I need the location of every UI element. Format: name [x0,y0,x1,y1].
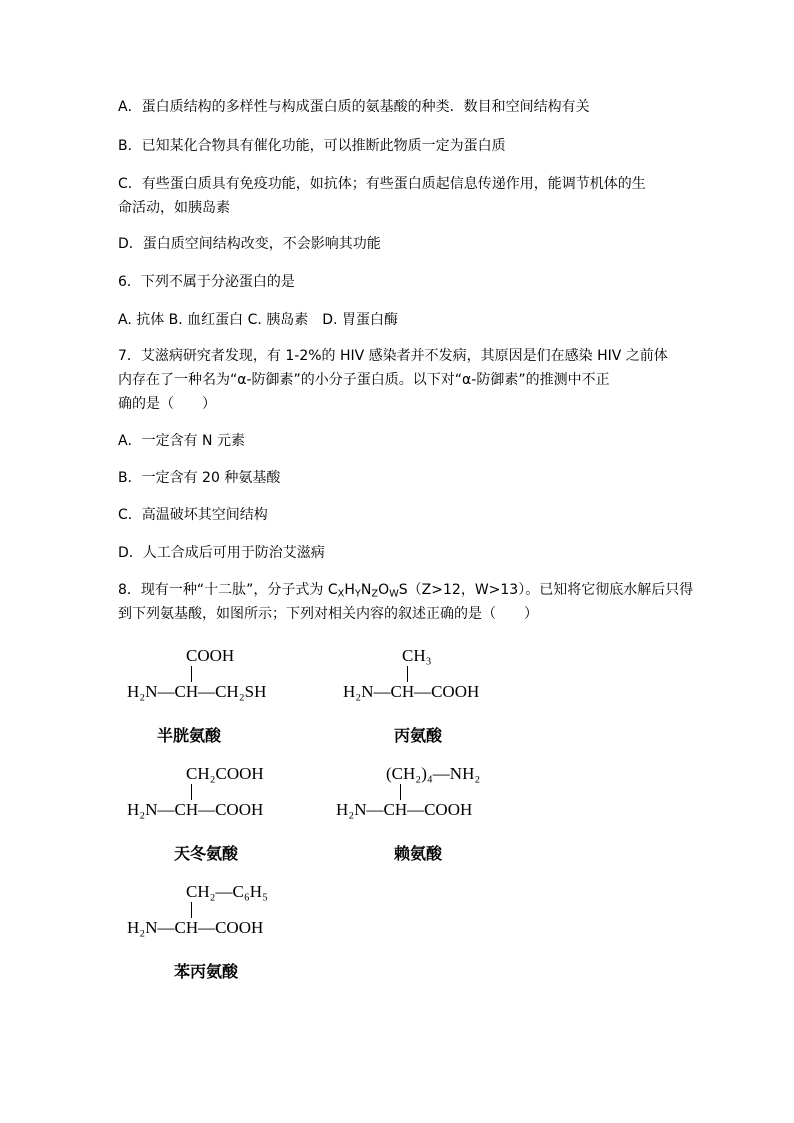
q8-o: O [378,582,390,598]
q5-option-a: A．蛋白质结构的多样性与构成蛋白质的氨基酸的种类．数目和空间结构有关 [118,99,590,115]
cysteine-name: 半胱氨酸 [157,726,222,745]
aspartic-acid-bond [191,784,192,800]
alanine-bond [407,666,408,682]
phenylalanine-backbone: H₂N—CH—COOH [127,918,264,937]
aspartic-acid-name: 天冬氨酸 [174,844,239,863]
alanine-name: 丙氨酸 [394,726,443,745]
q8-sub-z: Z [371,588,379,600]
q5-option-d: D．蛋白质空间结构改变，不会影响其功能 [118,236,381,252]
q7-stem-line3: 确的是（ ） [118,396,216,412]
q7-option-c: C．高温破坏其空间结构 [118,507,268,523]
q7-stem-line2: 内存在了一种名为“α-防御素”的小分子蛋白质。以下对“α-防御素”的推测中不正 [118,372,610,388]
q8-stem-line1 [118,581,693,599]
q8-stem-text-a: 8．现有一种“十二肽”，分子式为 C [118,582,338,598]
q5-option-c-line2: 命活动，如胰岛素 [118,200,230,216]
q7-stem-line1: 7．艾滋病研究者发现，有 1-2%的 HIV 感染者并不发病，其原因是们在感染 HIV 之前体 [118,348,668,364]
lysine-name: 赖氨酸 [394,844,443,863]
q6-options: A. 抗体 B. 血红蛋白 C. 胰岛素 D. 胃蛋白酶 [118,312,398,328]
q8-h: H [344,582,355,598]
phenylalanine-name: 苯丙氨酸 [174,962,239,981]
lysine-backbone: H₂N—CH—COOH [336,800,473,819]
q5-option-b: B．已知某化合物具有催化功能，可以推断此物质一定为蛋白质 [118,138,506,154]
q7-option-b: B．一定含有 20 种氨基酸 [118,470,281,486]
q8-sub-y: Y [354,588,361,600]
q7-option-d: D．人工合成后可用于防治艾滋病 [118,545,325,561]
cysteine-bond [191,666,192,682]
phenylalanine-side-chain: CH₂—C₆H₅ [186,882,269,901]
q8-stem-text-b: S（Z>12，W>13）。已知将它彻底水解后只得 [398,582,694,598]
q7-option-a: A．一定含有 N 元素 [118,433,245,449]
q8-stem-line2: 到下列氨基酸，如图所示；下列对相关内容的叙述正确的是（ ） [118,606,538,622]
lysine-side-chain: (CH₂)₄—NH₂ [386,764,481,783]
lysine-bond [400,784,401,800]
q8-sub-w: W [389,588,399,600]
q8-n: N [360,582,372,598]
cysteine-side-chain: COOH [186,646,235,665]
aspartic-acid-side-chain: CH₂COOH [186,764,264,783]
phenylalanine-bond [191,902,192,918]
q5-option-c-line1: C．有些蛋白质具有免疫功能，如抗体；有些蛋白质起信息传递作用，能调节机体的生 [118,176,646,192]
alanine-backbone: H₂N—CH—COOH [343,682,480,701]
aspartic-acid-backbone: H₂N—CH—COOH [127,800,264,819]
alanine-side-chain: CH₃ [402,646,432,665]
q8-sub-x: X [337,588,345,600]
cysteine-backbone: H₂N—CH—CH₂SH [127,682,267,701]
q6-stem: 6．下列不属于分泌蛋白的是 [118,274,295,290]
